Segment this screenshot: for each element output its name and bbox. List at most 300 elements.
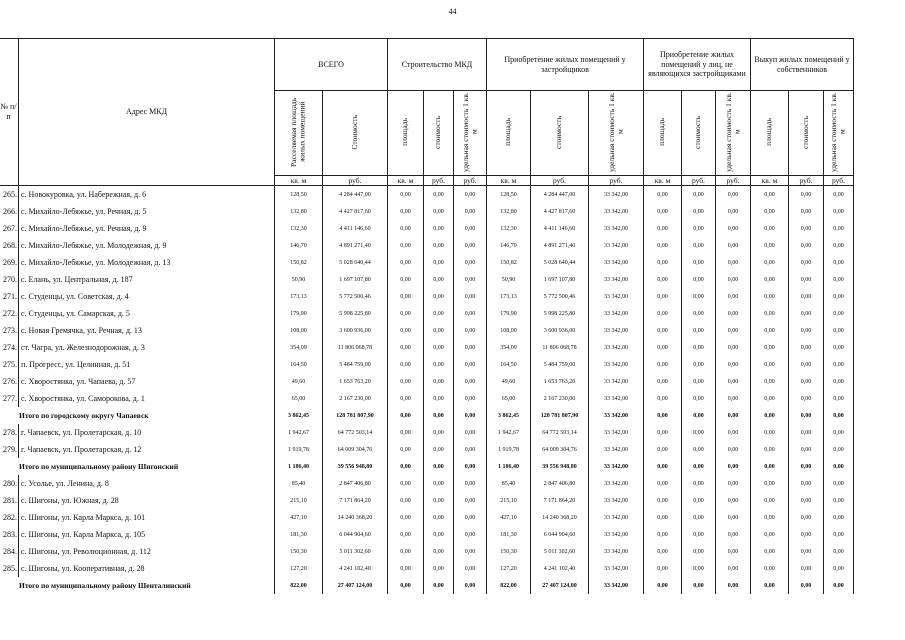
table-cell: 0,00 bbox=[751, 475, 789, 492]
table-cell: 0,00 bbox=[824, 288, 854, 305]
subcol-cost: стоимость bbox=[789, 91, 824, 176]
table-cell: 0,00 bbox=[388, 322, 424, 339]
group-header-construction: Строительство МКД bbox=[388, 39, 487, 91]
table-cell: 0,00 bbox=[824, 237, 854, 254]
table-cell: 0,00 bbox=[388, 339, 424, 356]
row-number: 267. bbox=[0, 220, 19, 237]
table-cell: 0,00 bbox=[454, 424, 487, 441]
table-cell: 0,00 bbox=[824, 560, 854, 577]
table-cell: 0,00 bbox=[716, 203, 751, 220]
table-row bbox=[0, 509, 854, 526]
group-header-non-developers: Приобретение жилых помещений у лиц, не являющихся застройщиками bbox=[644, 39, 751, 91]
table-cell: 0,00 bbox=[789, 203, 824, 220]
table-cell: 0,00 bbox=[789, 288, 824, 305]
table-cell: 65,00 bbox=[487, 390, 531, 407]
table-cell: 0,00 bbox=[751, 458, 789, 475]
table-cell: 0,00 bbox=[388, 203, 424, 220]
row-address: с. Шигоны, ул. Карла Маркса, д. 101 bbox=[19, 509, 275, 526]
table-cell: 0,00 bbox=[751, 356, 789, 373]
table-cell: 0,00 bbox=[751, 390, 789, 407]
table-cell: 0,00 bbox=[789, 407, 824, 424]
table-cell: 1 653 763,20 bbox=[323, 373, 388, 390]
table-cell: 0,00 bbox=[789, 390, 824, 407]
table-cell: 33 342,00 bbox=[589, 577, 644, 594]
table-body bbox=[0, 186, 854, 595]
table-cell: 5 998 225,80 bbox=[323, 305, 388, 322]
table-cell: 427,10 bbox=[275, 509, 323, 526]
table-cell: 0,00 bbox=[824, 322, 854, 339]
table-cell: 0,00 bbox=[424, 526, 454, 543]
table-cell: 0,00 bbox=[644, 577, 682, 594]
table-cell: 0,00 bbox=[751, 407, 789, 424]
table-cell: 0,00 bbox=[789, 492, 824, 509]
table-cell: 0,00 bbox=[789, 339, 824, 356]
table-cell: 4 427 817,60 bbox=[323, 203, 388, 220]
table-cell: 0,00 bbox=[751, 254, 789, 271]
unit-label: руб. bbox=[531, 176, 589, 186]
table-cell: 0,00 bbox=[682, 441, 716, 458]
table-cell: 0,00 bbox=[716, 186, 751, 204]
unit-label: руб. bbox=[589, 176, 644, 186]
table-cell: 0,00 bbox=[424, 220, 454, 237]
table-cell: 3 600 936,00 bbox=[531, 322, 589, 339]
table-cell: 150,30 bbox=[275, 543, 323, 560]
table-cell: 0,00 bbox=[388, 373, 424, 390]
table-cell: 0,00 bbox=[682, 186, 716, 204]
table-cell: 0,00 bbox=[644, 407, 682, 424]
table-row bbox=[0, 356, 854, 373]
table-cell: 0,00 bbox=[644, 305, 682, 322]
table-cell: 0,00 bbox=[454, 220, 487, 237]
table-cell: 33 342,00 bbox=[589, 441, 644, 458]
table-cell: 0,00 bbox=[751, 492, 789, 509]
table-cell: 0,00 bbox=[454, 271, 487, 288]
table-cell: 33 342,00 bbox=[589, 424, 644, 441]
table-cell: 0,00 bbox=[388, 492, 424, 509]
table-cell: 173,13 bbox=[487, 288, 531, 305]
table-cell: 0,00 bbox=[644, 220, 682, 237]
table-cell: 49,60 bbox=[275, 373, 323, 390]
table-cell: 128 781 807,90 bbox=[323, 407, 388, 424]
table-cell: 0,00 bbox=[388, 543, 424, 560]
table-cell: 822,00 bbox=[275, 577, 323, 594]
row-number: 279. bbox=[0, 441, 19, 458]
group-header-buyout: Выкуп жилых помещений у собственников bbox=[751, 39, 854, 91]
table-cell: 2 847 406,80 bbox=[323, 475, 388, 492]
table-cell: 0,00 bbox=[388, 424, 424, 441]
table-cell: 0,00 bbox=[644, 458, 682, 475]
table-cell: 0,00 bbox=[751, 186, 789, 204]
table-cell: 0,00 bbox=[751, 543, 789, 560]
table-cell: 0,00 bbox=[454, 322, 487, 339]
table-row bbox=[0, 543, 854, 560]
table-cell: 1 653 763,20 bbox=[531, 373, 589, 390]
table-cell: 85,40 bbox=[275, 475, 323, 492]
table-row bbox=[0, 390, 854, 407]
table-cell: 64 009 304,76 bbox=[531, 441, 589, 458]
table-row bbox=[0, 475, 854, 492]
table-cell: 0,00 bbox=[682, 305, 716, 322]
table-cell: 2 167 230,00 bbox=[531, 390, 589, 407]
group-header-developers: Приобретение жилых помещений у застройщиков bbox=[487, 39, 644, 91]
table-cell: 108,00 bbox=[487, 322, 531, 339]
table-cell: 127,20 bbox=[487, 560, 531, 577]
table-cell: 0,00 bbox=[454, 390, 487, 407]
table-row bbox=[0, 288, 854, 305]
table-cell: 0,00 bbox=[454, 543, 487, 560]
table-cell: 146,70 bbox=[275, 237, 323, 254]
table-cell: 1 919,78 bbox=[275, 441, 323, 458]
table-total-row bbox=[0, 577, 854, 594]
table-cell: 5 011 302,60 bbox=[323, 543, 388, 560]
table-cell: 0,00 bbox=[454, 186, 487, 204]
table-cell: 64 772 503,14 bbox=[323, 424, 388, 441]
row-address: г. Чапаевск, ул. Пролетарская, д. 12 bbox=[19, 441, 275, 458]
address-column-header: Адрес МКД bbox=[19, 39, 275, 186]
row-address: с. Михайло-Лебяжье, ул. Молодежная, д. 13 bbox=[19, 254, 275, 271]
row-number: 277. bbox=[0, 390, 19, 407]
table-cell: 215,10 bbox=[487, 492, 531, 509]
table-cell: 11 806 068,78 bbox=[323, 339, 388, 356]
table-cell: 14 240 368,20 bbox=[323, 509, 388, 526]
table-cell: 132,80 bbox=[487, 203, 531, 220]
table-cell: 64 772 503,14 bbox=[531, 424, 589, 441]
row-address: с. Усолье, ул. Ленина, д. 8 bbox=[19, 475, 275, 492]
row-number: 272. bbox=[0, 305, 19, 322]
table-cell: 0,00 bbox=[789, 356, 824, 373]
total-label: Итого по муниципальному району Шенталинский bbox=[0, 577, 275, 594]
row-address: с. Михайло-Лебяжье, ул. Речная, д. 9 bbox=[19, 220, 275, 237]
table-cell: 0,00 bbox=[388, 220, 424, 237]
table-cell: 0,00 bbox=[388, 305, 424, 322]
table-cell: 0,00 bbox=[751, 322, 789, 339]
table-cell: 0,00 bbox=[682, 458, 716, 475]
table-cell: 0,00 bbox=[716, 577, 751, 594]
table-cell: 0,00 bbox=[424, 322, 454, 339]
table-cell: 0,00 bbox=[789, 271, 824, 288]
row-number: 266. bbox=[0, 203, 19, 220]
row-address: с. Михайло-Лебяжье, ул. Молодежная, д. 9 bbox=[19, 237, 275, 254]
table-cell: 0,00 bbox=[424, 543, 454, 560]
table-cell: 0,00 bbox=[751, 237, 789, 254]
table-cell: 6 044 904,60 bbox=[323, 526, 388, 543]
table-cell: 0,00 bbox=[388, 458, 424, 475]
table-cell: 0,00 bbox=[644, 560, 682, 577]
table-cell: 0,00 bbox=[824, 475, 854, 492]
row-number: 280. bbox=[0, 475, 19, 492]
table-cell: 0,00 bbox=[388, 560, 424, 577]
table-cell: 85,40 bbox=[487, 475, 531, 492]
table-cell: 3 862,45 bbox=[275, 407, 323, 424]
row-address: с. Елань, ул. Центральная, д. 187 bbox=[19, 271, 275, 288]
table-row bbox=[0, 441, 854, 458]
table-cell: 0,00 bbox=[454, 407, 487, 424]
table-cell: 4 284 447,00 bbox=[323, 186, 388, 204]
num-column-header: № п/п bbox=[0, 39, 19, 186]
table-cell: 0,00 bbox=[388, 390, 424, 407]
table-cell: 0,00 bbox=[824, 509, 854, 526]
table-cell: 33 342,00 bbox=[589, 186, 644, 204]
unit-label: кв. м bbox=[388, 176, 424, 186]
table-cell: 5 028 640,44 bbox=[323, 254, 388, 271]
unit-label: руб. bbox=[682, 176, 716, 186]
subcol-unit-cost: удельная стоимость 1 кв. м bbox=[824, 91, 854, 176]
table-row bbox=[0, 424, 854, 441]
table-cell: 0,00 bbox=[682, 475, 716, 492]
table-row bbox=[0, 220, 854, 237]
table-cell: 0,00 bbox=[682, 509, 716, 526]
row-number: 284. bbox=[0, 543, 19, 560]
table-cell: 0,00 bbox=[424, 254, 454, 271]
table-cell: 33 342,00 bbox=[589, 526, 644, 543]
row-number: 276. bbox=[0, 373, 19, 390]
table-cell: 0,00 bbox=[751, 441, 789, 458]
table-cell: 132,80 bbox=[275, 203, 323, 220]
table-row bbox=[0, 492, 854, 509]
table-cell: 33 342,00 bbox=[589, 356, 644, 373]
table-cell: 0,00 bbox=[424, 560, 454, 577]
table-row bbox=[0, 373, 854, 390]
table-cell: 0,00 bbox=[424, 509, 454, 526]
unit-label: кв. м bbox=[275, 176, 323, 186]
table-cell: 179,90 bbox=[275, 305, 323, 322]
table-cell: 0,00 bbox=[644, 186, 682, 204]
table-cell: 1 186,40 bbox=[487, 458, 531, 475]
table-cell: 0,00 bbox=[644, 543, 682, 560]
subcol-area-resettled: Расселяемая площадь жилых помещений bbox=[275, 91, 323, 176]
table-cell: 49,60 bbox=[487, 373, 531, 390]
row-address: с. Шигоны, ул. Кооперативная, д. 28 bbox=[19, 560, 275, 577]
row-number: 278. bbox=[0, 424, 19, 441]
table-cell: 4 411 146,60 bbox=[531, 220, 589, 237]
table-cell: 0,00 bbox=[424, 475, 454, 492]
table-cell: 1 942,67 bbox=[487, 424, 531, 441]
table-cell: 0,00 bbox=[682, 526, 716, 543]
table-cell: 0,00 bbox=[682, 560, 716, 577]
table-cell: 822,00 bbox=[487, 577, 531, 594]
table-cell: 0,00 bbox=[454, 492, 487, 509]
row-number: 285. bbox=[0, 560, 19, 577]
table-cell: 150,82 bbox=[487, 254, 531, 271]
table-cell: 0,00 bbox=[388, 271, 424, 288]
table-cell: 0,00 bbox=[644, 203, 682, 220]
table-cell: 33 342,00 bbox=[589, 305, 644, 322]
table-cell: 0,00 bbox=[682, 288, 716, 305]
table-cell: 0,00 bbox=[424, 305, 454, 322]
row-number: 274. bbox=[0, 339, 19, 356]
table-cell: 0,00 bbox=[644, 322, 682, 339]
page-number: 44 bbox=[448, 7, 457, 16]
table-cell: 1 697 107,80 bbox=[323, 271, 388, 288]
table-cell: 5 028 640,44 bbox=[531, 254, 589, 271]
table-cell: 0,00 bbox=[388, 475, 424, 492]
table-cell: 0,00 bbox=[824, 526, 854, 543]
table-cell: 0,00 bbox=[424, 424, 454, 441]
table-cell: 0,00 bbox=[682, 203, 716, 220]
table-cell: 0,00 bbox=[424, 492, 454, 509]
row-number: 269. bbox=[0, 254, 19, 271]
table-cell: 0,00 bbox=[424, 577, 454, 594]
table-cell: 0,00 bbox=[751, 220, 789, 237]
table-cell: 0,00 bbox=[824, 220, 854, 237]
table-cell: 7 171 864,20 bbox=[323, 492, 388, 509]
row-number: 283. bbox=[0, 526, 19, 543]
row-number: 271. bbox=[0, 288, 19, 305]
table-cell: 33 342,00 bbox=[589, 271, 644, 288]
table-cell: 215,10 bbox=[275, 492, 323, 509]
table-cell: 173,13 bbox=[275, 288, 323, 305]
table-cell: 0,00 bbox=[824, 407, 854, 424]
table-cell: 0,00 bbox=[682, 356, 716, 373]
table-row bbox=[0, 339, 854, 356]
unit-label: руб. bbox=[716, 176, 751, 186]
row-address: с. Новокуровка, ул. Набережная, д. 6 bbox=[19, 186, 275, 204]
table-cell: 0,00 bbox=[789, 322, 824, 339]
table-cell: 0,00 bbox=[644, 237, 682, 254]
table-cell: 1 186,40 bbox=[275, 458, 323, 475]
row-number: 268. bbox=[0, 237, 19, 254]
table-cell: 0,00 bbox=[388, 237, 424, 254]
table-cell: 2 847 406,80 bbox=[531, 475, 589, 492]
table-row bbox=[0, 560, 854, 577]
row-address: с. Шигоны, ул. Карла Маркса, д. 105 bbox=[19, 526, 275, 543]
table-cell: 354,09 bbox=[275, 339, 323, 356]
subcol-cost-total: Стоимость bbox=[323, 91, 388, 176]
subcol-area: площадь bbox=[751, 91, 789, 176]
table-cell: 0,00 bbox=[824, 543, 854, 560]
table-cell: 0,00 bbox=[682, 373, 716, 390]
table-row bbox=[0, 254, 854, 271]
table-cell: 4 891 271,40 bbox=[531, 237, 589, 254]
subcol-area: площадь bbox=[487, 91, 531, 176]
table-cell: 5 998 225,80 bbox=[531, 305, 589, 322]
table-cell: 0,00 bbox=[751, 373, 789, 390]
table-cell: 0,00 bbox=[789, 509, 824, 526]
table-cell: 7 171 864,20 bbox=[531, 492, 589, 509]
table-cell: 33 342,00 bbox=[589, 288, 644, 305]
table-cell: 0,00 bbox=[716, 356, 751, 373]
table-cell: 0,00 bbox=[789, 424, 824, 441]
unit-label: руб. bbox=[323, 176, 388, 186]
table-cell: 0,00 bbox=[824, 305, 854, 322]
table-cell: 0,00 bbox=[716, 560, 751, 577]
group-header-total: ВСЕГО bbox=[275, 39, 388, 91]
table-cell: 0,00 bbox=[789, 254, 824, 271]
table-cell: 0,00 bbox=[789, 560, 824, 577]
table-cell: 0,00 bbox=[454, 458, 487, 475]
table-cell: 164,50 bbox=[487, 356, 531, 373]
table-cell: 0,00 bbox=[751, 271, 789, 288]
table-cell: 0,00 bbox=[388, 288, 424, 305]
table-cell: 108,00 bbox=[275, 322, 323, 339]
table-row bbox=[0, 271, 854, 288]
table-cell: 0,00 bbox=[716, 237, 751, 254]
table-cell: 0,00 bbox=[682, 220, 716, 237]
row-address: с. Хворостянка, ул. Саморокова, д. 1 bbox=[19, 390, 275, 407]
table-cell: 0,00 bbox=[424, 373, 454, 390]
subcol-cost: стоимость bbox=[682, 91, 716, 176]
table-header bbox=[0, 39, 854, 186]
table-cell: 33 342,00 bbox=[589, 458, 644, 475]
table-cell: 132,30 bbox=[487, 220, 531, 237]
table-cell: 0,00 bbox=[424, 390, 454, 407]
row-number: 273. bbox=[0, 322, 19, 339]
table-cell: 0,00 bbox=[388, 526, 424, 543]
table-cell: 0,00 bbox=[454, 526, 487, 543]
table-cell: 0,00 bbox=[824, 373, 854, 390]
table-cell: 128,50 bbox=[487, 186, 531, 204]
table-cell: 0,00 bbox=[789, 305, 824, 322]
unit-label: руб. bbox=[789, 176, 824, 186]
table-cell: 0,00 bbox=[751, 339, 789, 356]
table-cell: 132,30 bbox=[275, 220, 323, 237]
table-cell: 0,00 bbox=[424, 339, 454, 356]
table-cell: 0,00 bbox=[454, 237, 487, 254]
table-cell: 4 284 447,00 bbox=[531, 186, 589, 204]
table-cell: 0,00 bbox=[454, 305, 487, 322]
table-cell: 0,00 bbox=[424, 186, 454, 204]
table-cell: 65,00 bbox=[275, 390, 323, 407]
table-cell: 5 484 759,00 bbox=[531, 356, 589, 373]
table-row bbox=[0, 305, 854, 322]
table-cell: 0,00 bbox=[424, 288, 454, 305]
table-cell: 0,00 bbox=[682, 543, 716, 560]
table-cell: 0,00 bbox=[388, 441, 424, 458]
table-cell: 0,00 bbox=[644, 475, 682, 492]
table-cell: 0,00 bbox=[424, 203, 454, 220]
unit-label: руб. bbox=[454, 176, 487, 186]
table-cell: 0,00 bbox=[824, 424, 854, 441]
table-cell: 1 697 107,80 bbox=[531, 271, 589, 288]
table-cell: 50,90 bbox=[487, 271, 531, 288]
table-cell: 0,00 bbox=[824, 390, 854, 407]
table-cell: 5 772 500,46 bbox=[323, 288, 388, 305]
table-cell: 0,00 bbox=[716, 424, 751, 441]
table-cell: 0,00 bbox=[454, 288, 487, 305]
table-cell: 0,00 bbox=[424, 237, 454, 254]
table-total-row bbox=[0, 458, 854, 475]
table-cell: 0,00 bbox=[682, 407, 716, 424]
table-cell: 0,00 bbox=[789, 458, 824, 475]
table-cell: 5 484 759,00 bbox=[323, 356, 388, 373]
table-cell: 0,00 bbox=[824, 203, 854, 220]
table-cell: 33 342,00 bbox=[589, 254, 644, 271]
table-cell: 0,00 bbox=[682, 492, 716, 509]
table-cell: 0,00 bbox=[716, 509, 751, 526]
table-cell: 0,00 bbox=[751, 509, 789, 526]
unit-label: кв. м bbox=[751, 176, 789, 186]
table-cell: 0,00 bbox=[716, 526, 751, 543]
table-cell: 1 919,78 bbox=[487, 441, 531, 458]
table-cell: 0,00 bbox=[824, 271, 854, 288]
table-cell: 0,00 bbox=[682, 254, 716, 271]
row-address: с. Студенцы, ул. Самарская, д. 5 bbox=[19, 305, 275, 322]
row-address: п. Прогресс, ул. Целинная, д. 51 bbox=[19, 356, 275, 373]
table-cell: 0,00 bbox=[751, 560, 789, 577]
table-cell: 0,00 bbox=[824, 254, 854, 271]
table-cell: 3 600 936,00 bbox=[323, 322, 388, 339]
table-cell: 150,82 bbox=[275, 254, 323, 271]
table-cell: 0,00 bbox=[751, 526, 789, 543]
table-row bbox=[0, 186, 854, 204]
table-cell: 0,00 bbox=[716, 458, 751, 475]
table-cell: 0,00 bbox=[644, 339, 682, 356]
table-cell: 0,00 bbox=[824, 339, 854, 356]
table-cell: 179,90 bbox=[487, 305, 531, 322]
table-cell: 0,00 bbox=[388, 577, 424, 594]
table-cell: 0,00 bbox=[789, 220, 824, 237]
table-cell: 0,00 bbox=[644, 492, 682, 509]
